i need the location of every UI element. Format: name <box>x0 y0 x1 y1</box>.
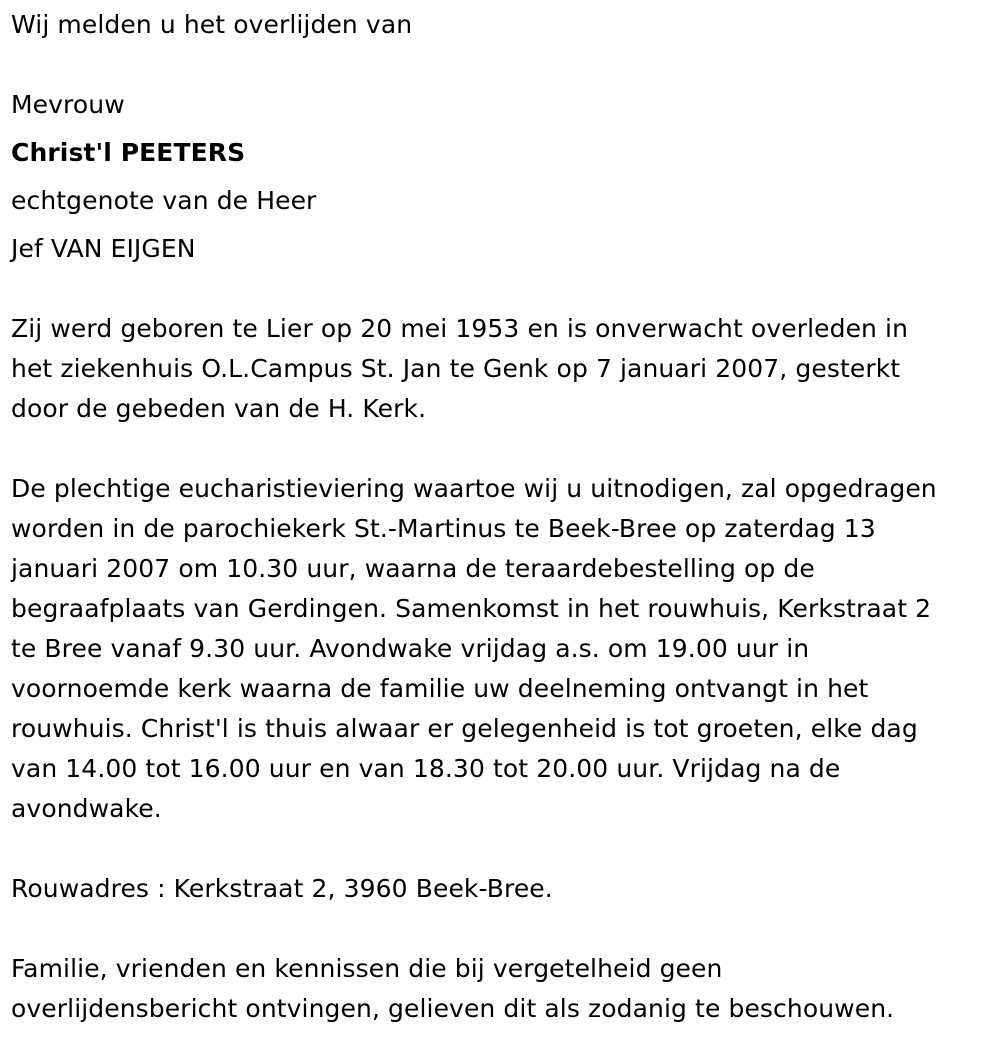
deceased-name: Christ'l PEETERS <box>11 138 246 167</box>
intro-text: Wij melden u het overlijden van <box>11 10 413 39</box>
paragraph-line: januari 2007 om 10.30 uur, waarna de teraardebestelling op de <box>11 554 815 583</box>
paragraph-line: overlijdensbericht ontvingen, gelieven dit als zodanig te beschouwen. <box>11 994 895 1023</box>
paragraph-line: Zij werd geboren te Lier op 20 mei 1953 en is onverwacht overleden in <box>11 314 909 343</box>
paragraph-line: avondwake. <box>11 794 162 823</box>
paragraph-line: voornoemde kerk waarna de familie uw deelneming ontvangt in het <box>11 674 869 703</box>
title-text: Mevrouw <box>11 90 125 119</box>
paragraph-line: Familie, vrienden en kennissen die bij vergetelheid geen <box>11 954 723 983</box>
paragraph-line: door de gebeden van de H. Kerk. <box>11 394 427 423</box>
paragraph-line: van 14.00 tot 16.00 uur en van 18.30 tot 20.00 uur. Vrijdag na de <box>11 754 841 783</box>
paragraph-line: te Bree vanaf 9.30 uur. Avondwake vrijdag a.s. om 19.00 uur in <box>11 634 810 663</box>
paragraph-line: De plechtige eucharistieviering waartoe wij u uitnodigen, zal opgedragen <box>11 474 937 503</box>
paragraph-line: het ziekenhuis O.L.Campus St. Jan te Genk op 7 januari 2007, gesterkt <box>11 354 901 383</box>
spouse-label: echtgenote van de Heer <box>11 186 317 215</box>
funeral-address: Rouwadres : Kerkstraat 2, 3960 Beek-Bree. <box>11 874 553 903</box>
paragraph-line: rouwhuis. Christ'l is thuis alwaar er gelegenheid is tot groeten, elke dag <box>11 714 918 743</box>
spouse-name: Jef VAN EIJGEN <box>11 234 196 263</box>
paragraph-line: begraafplaats van Gerdingen. Samenkomst in het rouwhuis, Kerkstraat 2 <box>11 594 932 623</box>
paragraph-line: worden in de parochiekerk St.-Martinus te Beek-Bree op zaterdag 13 <box>11 514 876 543</box>
